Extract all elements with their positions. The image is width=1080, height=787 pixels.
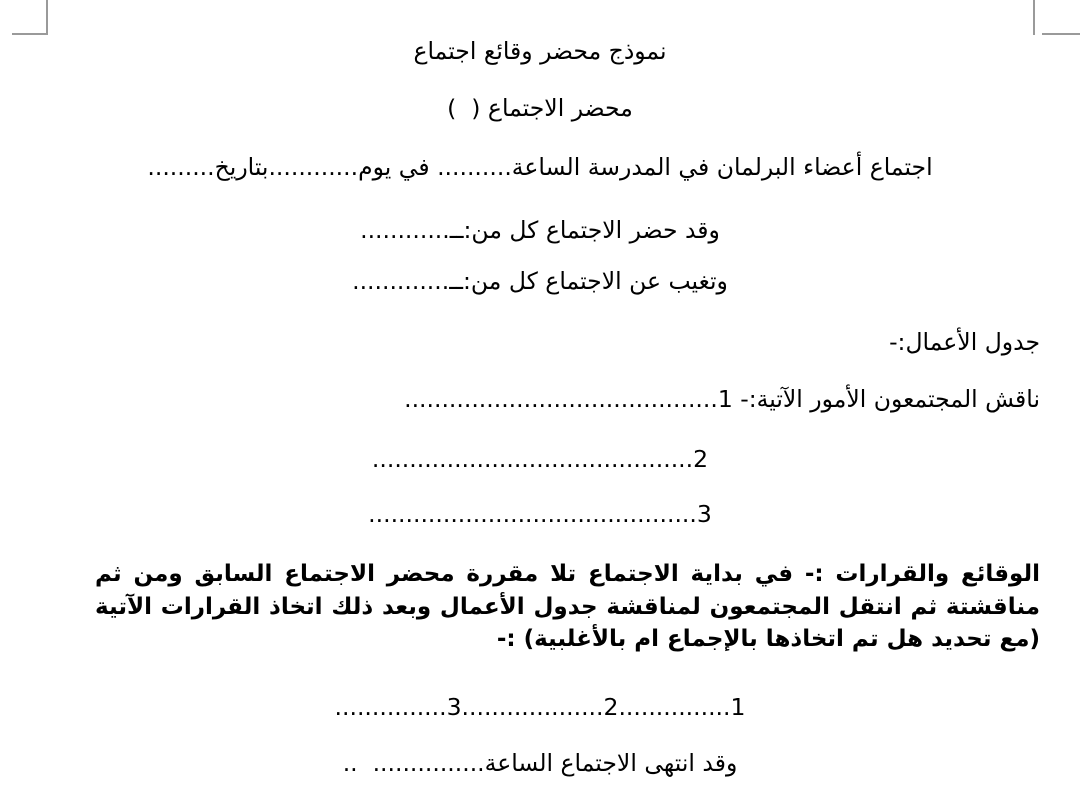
agenda-item-1: ناقش المجتمعون الأمور الآتية:- 1..........................................	[404, 385, 1040, 413]
crop-mark-horizontal-rule	[1042, 33, 1080, 35]
present-members-line: وقد حضر الاجتماع كل من:ــ............	[360, 216, 720, 244]
closing-line: وقد انتهى الاجتماع الساعة............... ..	[342, 749, 738, 777]
crop-mark-top-left-icon	[0, 0, 60, 40]
minutes-paragraph: الوقائع والقرارات :- في بداية الاجتماع تلا مقررة محضر الاجتماع السابق ومن ثم مناقشتة ثم انتقل المجتمعون لمناقشة جدول الأعمال وبعد ذلك اتخاذ القرارات الآتية (مع تحديد هل تم اتخاذها بالإجماع ام بالأغلبية) :-	[86, 561, 1040, 653]
crop-mark-vertical-rule	[46, 0, 48, 35]
attendance-line: اجتماع أعضاء البرلمان في المدرسة الساعة.......... في يوم............بتاريخ.........	[147, 153, 933, 181]
agenda-item-2: 2...........................................	[371, 445, 709, 473]
decisions-line: 1...............2...................3...............	[334, 693, 746, 721]
agenda-item-3: 3............................................	[368, 500, 712, 528]
absent-members-line: وتغيب عن الاجتماع كل من:ــ.............	[352, 267, 728, 295]
crop-mark-horizontal-rule	[12, 33, 48, 35]
document-title: نموذج محضر وقائع اجتماع	[413, 37, 667, 65]
crop-mark-vertical-rule	[1033, 0, 1035, 35]
agenda-heading: جدول الأعمال:-	[889, 328, 1040, 356]
crop-mark-top-right-icon	[1020, 0, 1080, 40]
document-subtitle: محضر الاجتماع ( )	[447, 94, 633, 122]
